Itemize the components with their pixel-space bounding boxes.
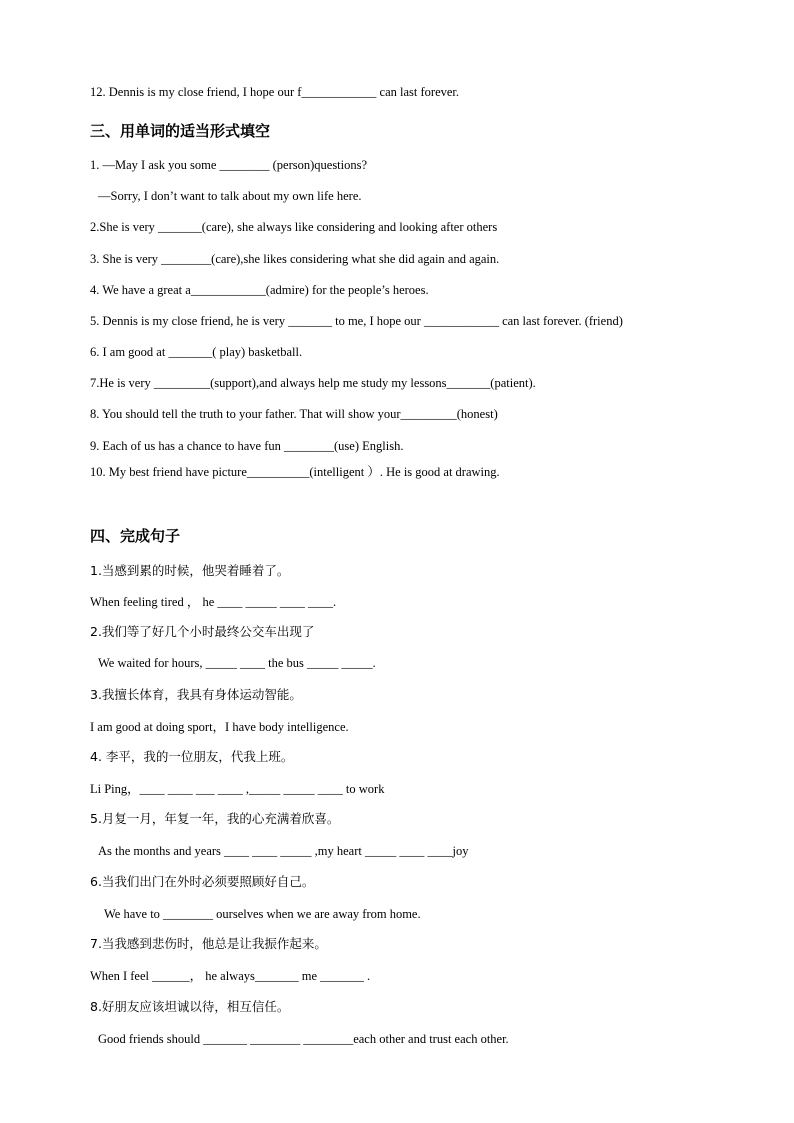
s4-item-2-cn: 2.我们等了好几个小时最终公交车出现了 — [90, 624, 315, 639]
s3-item-2: 2.She is very _______(care), she always like considering and looking after others — [90, 220, 498, 234]
section-3-heading: 三、用单词的适当形式填空 — [90, 122, 271, 140]
s4-item-3-cn: 3.我擅长体育，我具有身体运动智能。 — [90, 687, 302, 702]
s4-item-8-cn: 8.好朋友应该坦诚以待，相互信任。 — [90, 999, 290, 1014]
question-12: 12. Dennis is my close friend, I hope our f____________ can last forever. — [90, 85, 460, 99]
s4-item-6-en: We have to ________ ourselves when we are away from home. — [104, 907, 421, 921]
s3-item-6: 6. I am good at _______( play) basketball. — [90, 345, 303, 359]
s4-item-4-en: Li Ping，____ ____ ___ ____ ,_____ _____ ____ to work — [90, 782, 385, 796]
s4-item-2-en: We waited for hours, _____ ____ the bus _____ _____. — [98, 656, 376, 670]
s3-item-3: 3. She is very ________(care),she likes considering what she did again and again. — [90, 252, 500, 266]
s4-item-1-en: When feeling tired ， he ____ _____ ____ ____. — [90, 595, 337, 609]
s4-item-7-en: When I feel ______， he always_______ me _______ . — [90, 969, 371, 983]
s3-item-7: 7.He is very _________(support),and always help me study my lessons_______(patient). — [90, 376, 536, 390]
s3-item-4: 4. We have a great a____________(admire) for the people’s heroes. — [90, 283, 429, 297]
s3-item-9: 9. Each of us has a chance to have fun ________(use) English. — [90, 439, 404, 453]
s3-item-10: 10. My best friend have picture__________(intelligent ）. He is good at drawing. — [90, 465, 500, 479]
s4-item-1-cn: 1.当感到累的时候，他哭着睡着了。 — [90, 563, 290, 578]
s4-item-8-en: Good friends should _______ ________ ________each other and trust each other. — [98, 1032, 509, 1046]
s4-item-5-en: As the months and years ____ ____ _____ ,my heart _____ ____ ____joy — [98, 844, 469, 858]
s3-item-1-reply: —Sorry, I don’t want to talk about my own life here. — [98, 189, 362, 203]
s3-item-8: 8. You should tell the truth to your father. That will show your_________(honest) — [90, 407, 498, 421]
s4-item-6-cn: 6.当我们出门在外时必须要照顾好自己。 — [90, 874, 315, 889]
s4-item-5-cn: 5.月复一月，年复一年，我的心充满着欣喜。 — [90, 811, 340, 826]
section-4-heading: 四、完成句子 — [90, 527, 181, 545]
s4-item-3-en: I am good at doing sport，I have body intelligence. — [90, 720, 349, 734]
s3-item-1: 1. —May I ask you some ________ (person)questions? — [90, 158, 368, 172]
s3-item-5: 5. Dennis is my close friend, he is very _______ to me, I hope our ____________ can last forever. (friend) — [90, 314, 623, 328]
s4-item-7-cn: 7.当我感到悲伤时，他总是让我振作起来。 — [90, 936, 327, 951]
s4-item-4-cn: 4. 李平，我的一位朋友，代我上班。 — [90, 749, 294, 764]
